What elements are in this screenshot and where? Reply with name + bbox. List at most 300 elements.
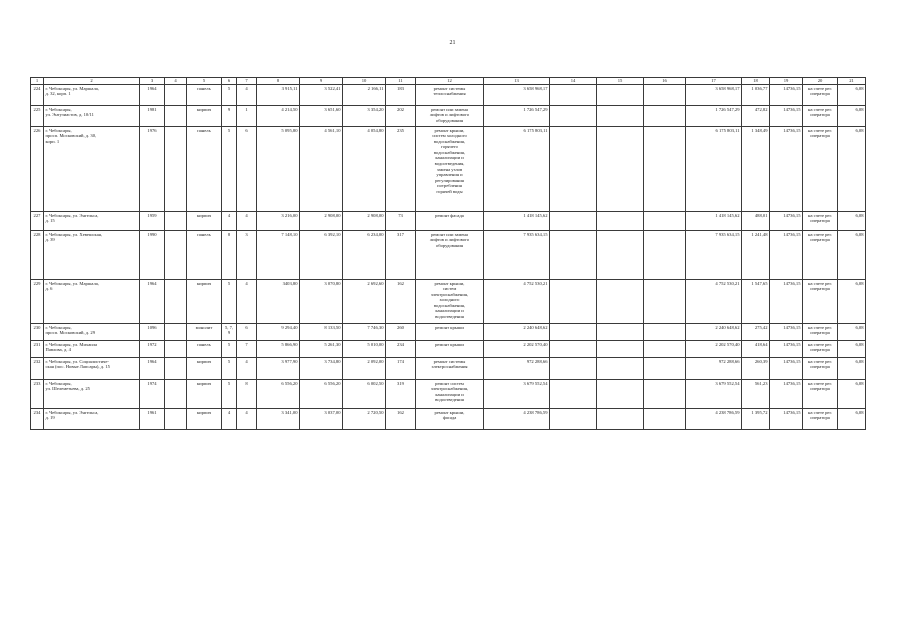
repair-works-line: канализации и — [435, 391, 464, 397]
cell-address — [44, 324, 140, 341]
cell-residents: 317 — [386, 231, 416, 280]
cell-entrances: 8 — [237, 380, 257, 409]
repair-works-line: водоотведения — [435, 397, 464, 403]
cell-premises-area: 2 908,00 — [300, 212, 343, 231]
cell-residents: 260 — [386, 324, 416, 341]
cell-unit-cost: 418,64 — [742, 341, 770, 358]
repair-works-line: водоснабжения, — [433, 149, 466, 155]
cell-floors: 5 — [222, 341, 237, 358]
address-line: г. Чебоксары, — [45, 127, 72, 133]
cell-term: 6,08 — [838, 231, 866, 280]
cell-owners-cost: 3 658 968,17 — [686, 85, 742, 106]
cell-blank-cell — [597, 341, 644, 358]
cell-build-year: 1981 — [140, 106, 165, 127]
cell-repair-works — [416, 380, 484, 409]
address-line: д. 39 — [45, 237, 55, 243]
funding-method-line: оператора — [810, 218, 830, 224]
cell-blank-cell — [644, 280, 686, 324]
cell-blank-cell — [597, 380, 644, 409]
cell-unit-cost-limit: 14736,15 — [770, 106, 803, 127]
cell-wall-material: кирпич — [187, 358, 222, 380]
cell-wall-material: кирпич — [187, 409, 222, 430]
repair-works-line: электроснабжения, — [430, 291, 469, 297]
cell-entrances: 4 — [237, 280, 257, 324]
cell-address — [44, 341, 140, 358]
funding-method-line: на счете рег. — [808, 212, 832, 218]
cell-wall-material: кирпич — [187, 106, 222, 127]
cell-build-year: 1964 — [140, 280, 165, 324]
address-line: г. Чебоксары, ул. Энгельса, — [45, 409, 99, 415]
cell-total-cost: 1 418 145,62 — [484, 212, 550, 231]
column-number-row — [31, 78, 866, 85]
cell-blank-cell — [597, 324, 644, 341]
table-body — [31, 78, 866, 430]
repair-works-line: регулирования — [435, 177, 464, 183]
cell-owners-cost: 2 240 648,62 — [686, 324, 742, 341]
address-line: д. 19 — [45, 415, 55, 421]
address-line: г. Чебоксары, ул. Маршала, — [45, 85, 99, 91]
cell-repair-works — [416, 324, 484, 341]
column-number: 7 — [237, 78, 257, 85]
cell-total-area: 4 214,50 — [257, 106, 300, 127]
address-line: г. Чебоксары, — [45, 106, 72, 112]
funding-method-line: оператора — [810, 237, 830, 243]
cell-living-area: 6 002,50 — [343, 380, 386, 409]
cell-living-area: 2 166,11 — [343, 85, 386, 106]
cell-residents: 73 — [386, 212, 416, 231]
address-line: ская (пос. Новые Лапсары), д. 15 — [45, 364, 110, 370]
cell-entrances: 4 — [237, 85, 257, 106]
cell-owners-cost: 4 752 530,21 — [686, 280, 742, 324]
cell-blank-cell — [550, 212, 597, 231]
repair-works-line: электроснабжения, — [430, 386, 469, 392]
column-number: 21 — [838, 78, 866, 85]
cell-unit-cost-limit: 14736,15 — [770, 231, 803, 280]
address-line: д. 15 — [45, 218, 55, 224]
repair-works-line: потребления — [437, 183, 462, 189]
table-row — [31, 358, 866, 380]
repair-works-line: водоотведения — [435, 314, 464, 320]
cell-unit-cost-limit: 14736,15 — [770, 380, 803, 409]
cell-build-year: 1976 — [140, 127, 165, 212]
capital-repair-register-table — [30, 77, 866, 430]
cell-wall-material: панель — [187, 341, 222, 358]
repair-works-line: ремонт крыши, — [434, 127, 465, 133]
cell-unit-cost-limit: 14736,15 — [770, 85, 803, 106]
cell-floors: 9 — [222, 106, 237, 127]
funding-method-line: оператора — [810, 330, 830, 336]
repair-works-line: оборудования — [436, 242, 463, 248]
cell-residents: 162 — [386, 409, 416, 430]
repair-works-line: водоснабжения, — [433, 302, 466, 308]
column-number: 6 — [222, 78, 237, 85]
cell-premises-area: 5 261,30 — [300, 341, 343, 358]
repair-works-line: замена узлов — [436, 166, 463, 172]
cell-blank-cell — [165, 85, 187, 106]
cell-unit-cost-limit: 14736,15 — [770, 358, 803, 380]
column-number: 10 — [343, 78, 386, 85]
cell-total-area: 3 216,00 — [257, 212, 300, 231]
cell-unit-cost-limit: 14736,15 — [770, 341, 803, 358]
cell-blank-cell — [165, 380, 187, 409]
funding-method-line: оператора — [810, 112, 830, 118]
cell-total-area: 3403,80 — [257, 280, 300, 324]
column-number: 14 — [550, 78, 597, 85]
cell-unit-cost: 1 395,72 — [742, 409, 770, 430]
cell-floors: 5 — [222, 280, 237, 324]
funding-method-line: на счете рег. — [808, 358, 832, 364]
cell-owners-cost: 972 288,66 — [686, 358, 742, 380]
address-line: г. Чебоксары, — [45, 324, 72, 330]
cell-term: 6,08 — [838, 280, 866, 324]
table-row — [31, 127, 866, 212]
funding-method-line: оператора — [810, 415, 830, 421]
cell-funding-method — [803, 380, 838, 409]
cell-blank-cell — [597, 280, 644, 324]
cell-premises-area: 3 651,60 — [300, 106, 343, 127]
table-row — [31, 380, 866, 409]
cell-build-year: 1964 — [140, 85, 165, 106]
cell-funding-method — [803, 409, 838, 430]
cell-living-area: 3 354,20 — [343, 106, 386, 127]
repair-works-line: ремонт системы — [433, 358, 466, 364]
column-number: 15 — [597, 78, 644, 85]
page-number: 21 — [449, 40, 456, 46]
cell-row-number: 228 — [31, 231, 44, 280]
funding-method-line: на счете рег. — [808, 324, 832, 330]
cell-living-area: 5 010,00 — [343, 341, 386, 358]
funding-method-line: оператора — [810, 364, 830, 370]
cell-row-number: 234 — [31, 409, 44, 430]
cell-unit-cost: 1 348,49 — [742, 127, 770, 212]
cell-wall-material: кирпич — [187, 380, 222, 409]
address-line: г. Чебоксары, — [45, 380, 72, 386]
cell-address — [44, 212, 140, 231]
column-number: 18 — [742, 78, 770, 85]
cell-living-area: 6 234,00 — [343, 231, 386, 280]
cell-funding-method — [803, 212, 838, 231]
cell-address — [44, 358, 140, 380]
cell-blank-cell — [550, 85, 597, 106]
cell-total-cost: 2 202 570,40 — [484, 341, 550, 358]
repair-works-line: горячей воды — [436, 189, 463, 195]
cell-living-area: 2 692,60 — [343, 280, 386, 324]
cell-owners-cost: 2 202 570,40 — [686, 341, 742, 358]
table-row — [31, 231, 866, 280]
cell-blank-cell — [597, 85, 644, 106]
cell-total-cost: 3 679 552,54 — [484, 380, 550, 409]
repair-works-line: ремонт фасада — [435, 212, 464, 218]
cell-total-area: 3 915,11 — [257, 85, 300, 106]
cell-build-year: 1990 — [140, 231, 165, 280]
cell-term: 6,08 — [838, 409, 866, 430]
funding-method-line: на счете рег. — [808, 85, 832, 91]
cell-row-number: 229 — [31, 280, 44, 324]
address-line: ул. Энтузиастов, д. 10/11 — [45, 112, 94, 118]
cell-blank-cell — [597, 358, 644, 380]
cell-row-number: 224 — [31, 85, 44, 106]
cell-build-year: 1096 — [140, 324, 165, 341]
cell-blank-cell — [597, 409, 644, 430]
cell-blank-cell — [165, 212, 187, 231]
cell-premises-area: 8 133,50 — [300, 324, 343, 341]
cell-total-area: 9 294,40 — [257, 324, 300, 341]
cell-wall-material: панель — [187, 231, 222, 280]
cell-total-cost: 972 288,66 — [484, 358, 550, 380]
cell-entrances: 6 — [237, 127, 257, 212]
column-number: 12 — [416, 78, 484, 85]
cell-address — [44, 106, 140, 127]
cell-build-year: 1964 — [140, 358, 165, 380]
cell-blank-cell — [550, 409, 597, 430]
cell-unit-cost-limit: 14736,15 — [770, 324, 803, 341]
cell-total-area: 3 977,90 — [257, 358, 300, 380]
column-number: 20 — [803, 78, 838, 85]
cell-row-number: 230 — [31, 324, 44, 341]
cell-premises-area: 6 556,20 — [300, 380, 343, 409]
address-line: г. Чебоксары, ул. Маршала, — [45, 280, 99, 286]
cell-total-area: 7 148,10 — [257, 231, 300, 280]
cell-floors: 5, 7, 9 — [222, 324, 237, 341]
cell-blank-cell — [644, 212, 686, 231]
cell-unit-cost: 488,01 — [742, 212, 770, 231]
cell-total-cost: 4 752 530,21 — [484, 280, 550, 324]
repair-works-line: канализации и — [435, 155, 464, 161]
cell-term: 6,08 — [838, 127, 866, 212]
cell-owners-cost: 3 679 552,54 — [686, 380, 742, 409]
repair-works-line: горячего — [441, 144, 458, 150]
cell-total-cost: 3 658 968,17 — [484, 85, 550, 106]
table-row — [31, 280, 866, 324]
cell-repair-works — [416, 127, 484, 212]
cell-unit-cost: 275,42 — [742, 324, 770, 341]
cell-blank-cell — [165, 358, 187, 380]
address-line: г. Чебоксары, ул. Михаила — [45, 341, 98, 347]
cell-blank-cell — [550, 341, 597, 358]
column-number: 9 — [300, 78, 343, 85]
repair-works-line: канализации и — [435, 308, 464, 314]
funding-method-line: на счете рег. — [808, 106, 832, 112]
cell-total-cost: 6 175 803,11 — [484, 127, 550, 212]
column-number: 1 — [31, 78, 44, 85]
cell-repair-works — [416, 280, 484, 324]
cell-blank-cell — [644, 106, 686, 127]
cell-blank-cell — [550, 231, 597, 280]
column-number: 19 — [770, 78, 803, 85]
cell-blank-cell — [550, 380, 597, 409]
funding-method-line: на счете рег. — [808, 231, 832, 237]
cell-blank-cell — [550, 358, 597, 380]
cell-owners-cost: 6 175 803,11 — [686, 127, 742, 212]
cell-total-area: 5 866,90 — [257, 341, 300, 358]
cell-floors: 4 — [222, 212, 237, 231]
funding-method-line: оператора — [810, 347, 830, 353]
cell-entrances: 4 — [237, 358, 257, 380]
cell-unit-cost: 472,82 — [742, 106, 770, 127]
cell-blank-cell — [165, 127, 187, 212]
address-line: корп. 1 — [45, 138, 60, 144]
cell-blank-cell — [597, 106, 644, 127]
cell-funding-method — [803, 127, 838, 212]
cell-term: 6,08 — [838, 85, 866, 106]
repair-works-line: лифтов и лифтового — [429, 112, 470, 118]
cell-total-cost: 1 726 547,29 — [484, 106, 550, 127]
column-number: 16 — [644, 78, 686, 85]
cell-blank-cell — [597, 212, 644, 231]
cell-blank-cell — [644, 127, 686, 212]
cell-living-area: 4 054,80 — [343, 127, 386, 212]
cell-blank-cell — [550, 280, 597, 324]
cell-row-number: 225 — [31, 106, 44, 127]
cell-premises-area: 4 561,10 — [300, 127, 343, 212]
funding-method-line: оператора — [810, 386, 830, 392]
cell-entrances: 3 — [237, 231, 257, 280]
cell-floors: 5 — [222, 358, 237, 380]
column-number: 17 — [686, 78, 742, 85]
repair-works-line: ремонт крыши, — [434, 409, 465, 415]
repair-works-line: ремонт крыши — [435, 341, 464, 347]
cell-repair-works — [416, 231, 484, 280]
cell-blank-cell — [550, 324, 597, 341]
column-number: 4 — [165, 78, 187, 85]
cell-floors: 5 — [222, 85, 237, 106]
cell-owners-cost: 1 418 145,62 — [686, 212, 742, 231]
funding-method-line: на счете рег. — [808, 341, 832, 347]
cell-entrances: 6 — [237, 324, 257, 341]
repair-works-line: фасада — [442, 415, 457, 421]
cell-funding-method — [803, 231, 838, 280]
cell-blank-cell — [644, 85, 686, 106]
cell-residents: 235 — [386, 127, 416, 212]
cell-address — [44, 380, 140, 409]
cell-blank-cell — [644, 380, 686, 409]
cell-total-area: 5 095,80 — [257, 127, 300, 212]
cell-owners-cost: 1 726 547,29 — [686, 106, 742, 127]
cell-living-area: 2 908,00 — [343, 212, 386, 231]
cell-repair-works — [416, 409, 484, 430]
funding-method-line: оператора — [810, 133, 830, 139]
cell-premises-area: 3 037,00 — [300, 409, 343, 430]
repair-works-line: водоотведения, — [434, 161, 465, 167]
table-row — [31, 106, 866, 127]
cell-address — [44, 231, 140, 280]
cell-term: 6,08 — [838, 341, 866, 358]
cell-funding-method — [803, 106, 838, 127]
cell-row-number: 231 — [31, 341, 44, 358]
funding-method-line: на счете рег. — [808, 280, 832, 286]
cell-total-cost: 2 240 648,62 — [484, 324, 550, 341]
cell-blank-cell — [550, 106, 597, 127]
cell-entrances: 4 — [237, 212, 257, 231]
cell-living-area: 2 720,50 — [343, 409, 386, 430]
cell-residents: 234 — [386, 341, 416, 358]
cell-floors: 5 — [222, 127, 237, 212]
repair-works-line: управления и — [436, 172, 463, 178]
cell-build-year: 1974 — [140, 380, 165, 409]
cell-wall-material: монолит — [187, 324, 222, 341]
cell-term: 6,08 — [838, 212, 866, 231]
cell-wall-material: панель — [187, 85, 222, 106]
cell-premises-area: 6 392,10 — [300, 231, 343, 280]
cell-wall-material: кирпич — [187, 280, 222, 324]
cell-repair-works — [416, 85, 484, 106]
cell-repair-works — [416, 212, 484, 231]
funding-method-line: на счете рег. — [808, 127, 832, 133]
cell-term: 6,08 — [838, 324, 866, 341]
cell-blank-cell — [644, 358, 686, 380]
cell-entrances: 7 — [237, 341, 257, 358]
repair-works-line: ремонт системы — [433, 85, 466, 91]
repair-works-line: ремонт или замена — [431, 231, 468, 237]
cell-wall-material: панель — [187, 127, 222, 212]
cell-row-number: 227 — [31, 212, 44, 231]
table-row — [31, 212, 866, 231]
cell-funding-method — [803, 280, 838, 324]
repair-works-line: холодного — [439, 297, 460, 303]
cell-term: 6,08 — [838, 380, 866, 409]
repair-works-line: ремонт или замена — [431, 106, 468, 112]
address-line: просп. Московский, д. 30, — [45, 133, 97, 139]
repair-works-line: водоснабжения, — [433, 138, 466, 144]
repair-works-line: систем — [442, 286, 457, 292]
funding-method-line: на счете рег. — [808, 380, 832, 386]
cell-residents: 183 — [386, 85, 416, 106]
cell-repair-works — [416, 341, 484, 358]
column-number: 5 — [187, 78, 222, 85]
cell-blank-cell — [550, 127, 597, 212]
table-row — [31, 409, 866, 430]
cell-unit-cost-limit: 14736,15 — [770, 409, 803, 430]
cell-address — [44, 85, 140, 106]
cell-blank-cell — [165, 324, 187, 341]
repair-works-line: ремонт крыши, — [434, 280, 465, 286]
cell-unit-cost-limit: 14736,15 — [770, 127, 803, 212]
repair-works-line: ремонт крыши — [435, 324, 464, 330]
cell-premises-area: 3 522,41 — [300, 85, 343, 106]
cell-blank-cell — [165, 409, 187, 430]
cell-floors: 5 — [222, 380, 237, 409]
cell-residents: 174 — [386, 358, 416, 380]
cell-unit-cost: 1 241,48 — [742, 231, 770, 280]
cell-blank-cell — [644, 341, 686, 358]
cell-row-number: 232 — [31, 358, 44, 380]
repair-works-line: лифтов и лифтового — [429, 237, 470, 243]
cell-unit-cost: 1 547,65 — [742, 280, 770, 324]
cell-total-cost: 4 238 786,59 — [484, 409, 550, 430]
cell-unit-cost-limit: 14736,15 — [770, 280, 803, 324]
cell-build-year: 1972 — [140, 341, 165, 358]
cell-address — [44, 409, 140, 430]
cell-blank-cell — [165, 341, 187, 358]
cell-blank-cell — [644, 231, 686, 280]
cell-blank-cell — [644, 409, 686, 430]
cell-blank-cell — [165, 231, 187, 280]
column-number: 8 — [257, 78, 300, 85]
address-line: г. Чебоксары, ул. Хевешская, — [45, 231, 103, 237]
table-row — [31, 341, 866, 358]
cell-blank-cell — [644, 324, 686, 341]
cell-funding-method — [803, 358, 838, 380]
cell-entrances: 4 — [237, 409, 257, 430]
cell-funding-method — [803, 85, 838, 106]
repair-works-line: теплоснабжения — [433, 91, 466, 97]
cell-wall-material: кирпич — [187, 212, 222, 231]
cell-blank-cell — [597, 231, 644, 280]
cell-owners-cost: 7 935 634,15 — [686, 231, 742, 280]
column-number: 3 — [140, 78, 165, 85]
cell-repair-works — [416, 358, 484, 380]
address-line: д. 32, корп. 1 — [45, 91, 71, 97]
